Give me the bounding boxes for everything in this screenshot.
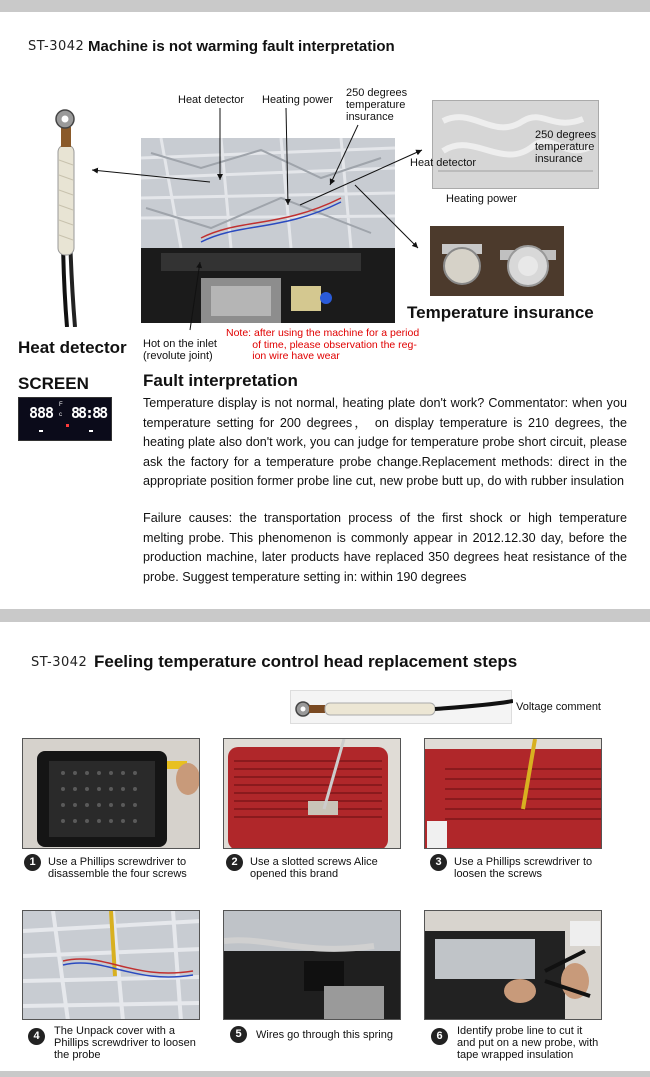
hot-inlet-label: Hot on the inlet (revolute joint)	[143, 338, 217, 362]
step-4-number: 4	[28, 1028, 45, 1045]
display-timer-digits: 88:88	[71, 404, 107, 422]
step-6-text: Identify probe line to cut it and put on a new probe, with tape wrapped insulation	[457, 1025, 599, 1061]
callout-arrows	[0, 0, 650, 400]
fault-title: Fault interpretation	[143, 371, 298, 390]
step-5-photo	[223, 910, 401, 1020]
step-2-number: 2	[226, 854, 243, 871]
step-4-photo	[22, 910, 200, 1020]
step-3-number: 3	[430, 854, 447, 871]
heat-detector-label-big: Heat detector	[18, 338, 127, 357]
step-6-number: 6	[431, 1028, 448, 1045]
display-indicator-right	[89, 430, 93, 432]
heating-power-top-label: Heating power	[262, 94, 333, 106]
section1-code: ST-3042	[28, 39, 85, 54]
new-probe-photo	[290, 690, 512, 724]
temperature-insurance-label: Temperature insurance	[407, 303, 594, 322]
fault-paragraph-2: Failure causes: the transportation process of the first shock or high temperature melting probe. This phenomenon is commonly appear in 2012.12.30 day, before the production machine, later products have replaced 350 degrees heat resistance of the probe. Suggest temperature setting in: within 190 degrees	[143, 511, 627, 584]
heat-detector-top-label: Heat detector	[178, 94, 245, 106]
temperature-display	[18, 397, 112, 441]
heat-detector-right-label: Heat detector	[410, 157, 477, 169]
step-5-text: Wires go through this spring	[256, 1029, 393, 1041]
section2-title: Feeling temperature control head replacement steps	[94, 652, 518, 671]
step-1-text: Use a Phillips screwdriver to disassemble the four screws	[48, 856, 187, 880]
step-2-photo	[223, 738, 401, 849]
section1-title: Machine is not warming fault interpretation	[88, 38, 395, 55]
wear-note: Note: after using the machine for a period of time, please observation the reg- ion wire have wear	[226, 327, 420, 362]
step-6-photo	[424, 910, 602, 1020]
fault-paragraph-1: Temperature display is not normal, heating plate don't work? Commentator: when you temperature setting for 200 degrees， on display temperature is 210 degrees, the heating plate also don't work, you can judge for temperature probe short circuit, please ask the factory for a temperature probe change.Replacement methods: direct in the appropriate position former probe line cut, new probe butt up, do with rubber insulation	[143, 396, 627, 489]
display-temp-digits: 888	[29, 404, 54, 422]
voltage-comment-label: Voltage comment	[516, 701, 601, 713]
step-1-number: 1	[24, 854, 41, 871]
section2-code: ST-3042	[31, 655, 88, 670]
temp-insurance-top-label: 250 degrees temperature insurance	[346, 87, 408, 123]
step-5-number: 5	[230, 1026, 247, 1043]
step-3-text: Use a Phillips screwdriver to loosen the screws	[454, 856, 593, 880]
temp-insurance-right-label: 250 degrees temperature insurance	[535, 129, 597, 165]
display-indicator-left	[39, 430, 43, 432]
step-3-photo	[424, 738, 602, 849]
bottom-band	[0, 1071, 650, 1077]
display-unit-f: F	[59, 402, 63, 408]
screen-label: SCREEN	[18, 374, 89, 393]
heating-power-right-label: Heating power	[446, 193, 517, 205]
display-accent-dot	[66, 424, 69, 427]
step-1-photo	[22, 738, 200, 849]
step-2-text: Use a slotted screws Alice opened this brand	[250, 856, 378, 880]
display-unit-c: c	[59, 412, 62, 418]
middle-band	[0, 609, 650, 622]
step-4-text: The Unpack cover with a Phillips screwdriver to loosen the probe	[54, 1025, 196, 1061]
